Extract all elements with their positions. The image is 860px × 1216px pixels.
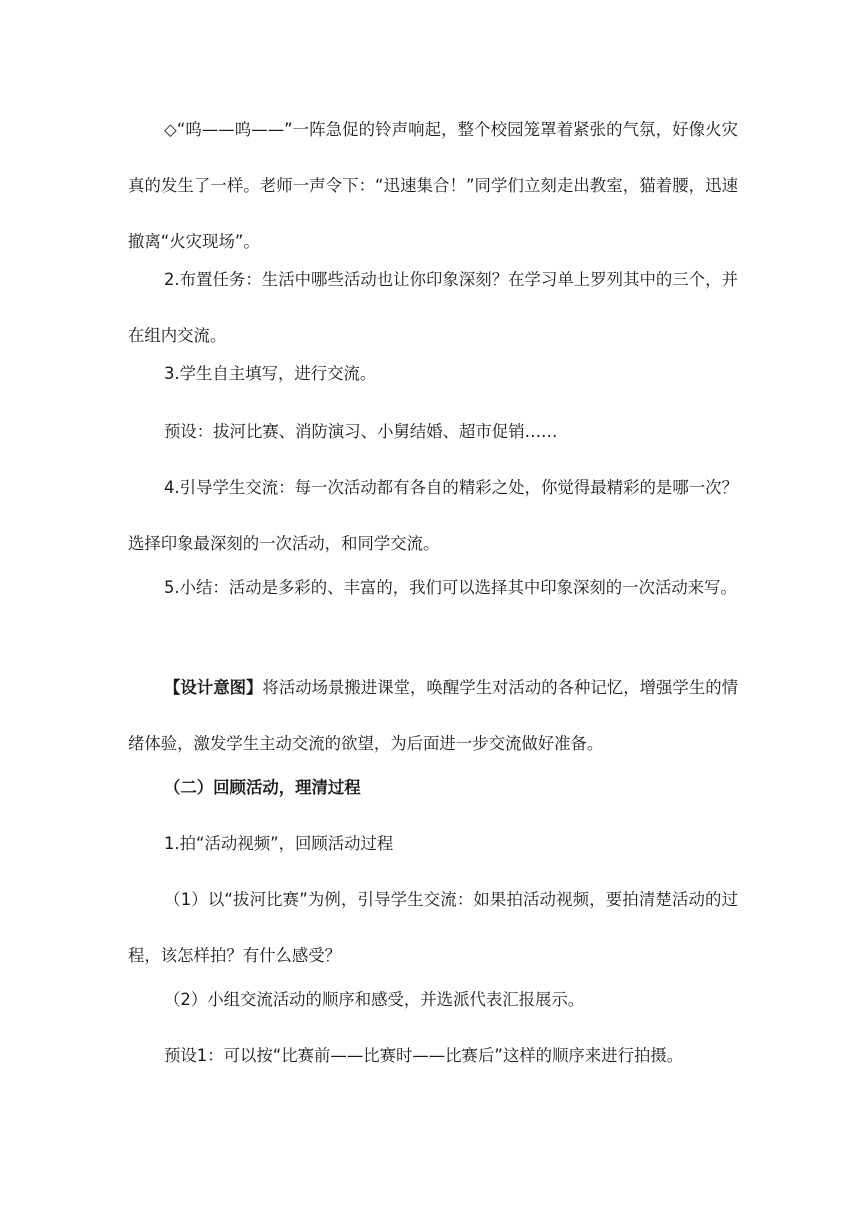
paragraph-text: 将活动场景搬进课堂，唤醒学生对活动的各种记忆，增强学生的情绪体验，激发学生主动交流的欲望，为后面进一步交流做好准备。 xyxy=(128,678,739,753)
paragraph-text: 预设：拔河比赛、消防演习、小舅结婚、超市促销…… xyxy=(164,422,558,441)
paragraph-guide-exchange xyxy=(128,460,738,572)
paragraph-text: 5.小结：活动是多彩的、丰富的，我们可以选择其中印象深刻的一次活动来写。 xyxy=(164,578,737,597)
paragraph-text: （2）小组交流活动的顺序和感受，并选派代表汇报展示。 xyxy=(164,990,585,1009)
paragraph-student-fill xyxy=(128,346,738,402)
paragraph-design-intent xyxy=(128,660,738,772)
section-heading-review-activity xyxy=(128,760,738,816)
paragraph-summary xyxy=(128,560,738,616)
paragraph-text: 4.引导学生交流：每一次活动都有各自的精彩之处，你觉得最精彩的是哪一次？选择印象最深刻的一次活动，和同学交流。 xyxy=(128,478,738,553)
heading-text: （二）回顾活动，理清过程 xyxy=(164,778,361,797)
paragraph-text: 3.学生自主填写，进行交流。 xyxy=(164,364,377,383)
paragraph-group-exchange xyxy=(128,972,738,1028)
design-intent-label: 【设计意图】 xyxy=(164,678,263,697)
paragraph-text: ◇“呜——呜——”一阵急促的铃声响起，整个校园笼罩着紧张的气氛，好像火灾真的发生了一样。老师一声令下：“迅速集合！”同学们立刻走出教室，猫着腰，迅速撤离“火灾现场”。 xyxy=(128,120,738,251)
paragraph-fire-drill-scene xyxy=(128,102,738,270)
paragraph-preset-activities xyxy=(128,404,738,460)
paragraph-text: 2.布置任务：生活中哪些活动也让你印象深刻？在学习单上罗列其中的三个，并在组内交流。 xyxy=(128,270,738,345)
paragraph-text: 1.拍“活动视频”，回顾活动过程 xyxy=(164,834,394,853)
paragraph-text: 预设1：可以按“比赛前——比赛时——比赛后”这样的顺序来进行拍摄。 xyxy=(164,1046,684,1065)
paragraph-activity-video xyxy=(128,816,738,872)
paragraph-tug-of-war-example xyxy=(128,872,738,984)
paragraph-text: （1）以“拔河比赛”为例，引导学生交流：如果拍活动视频，要拍清楚活动的过程，该怎样拍？有什么感受？ xyxy=(128,890,738,965)
paragraph-preset-order xyxy=(128,1028,738,1084)
